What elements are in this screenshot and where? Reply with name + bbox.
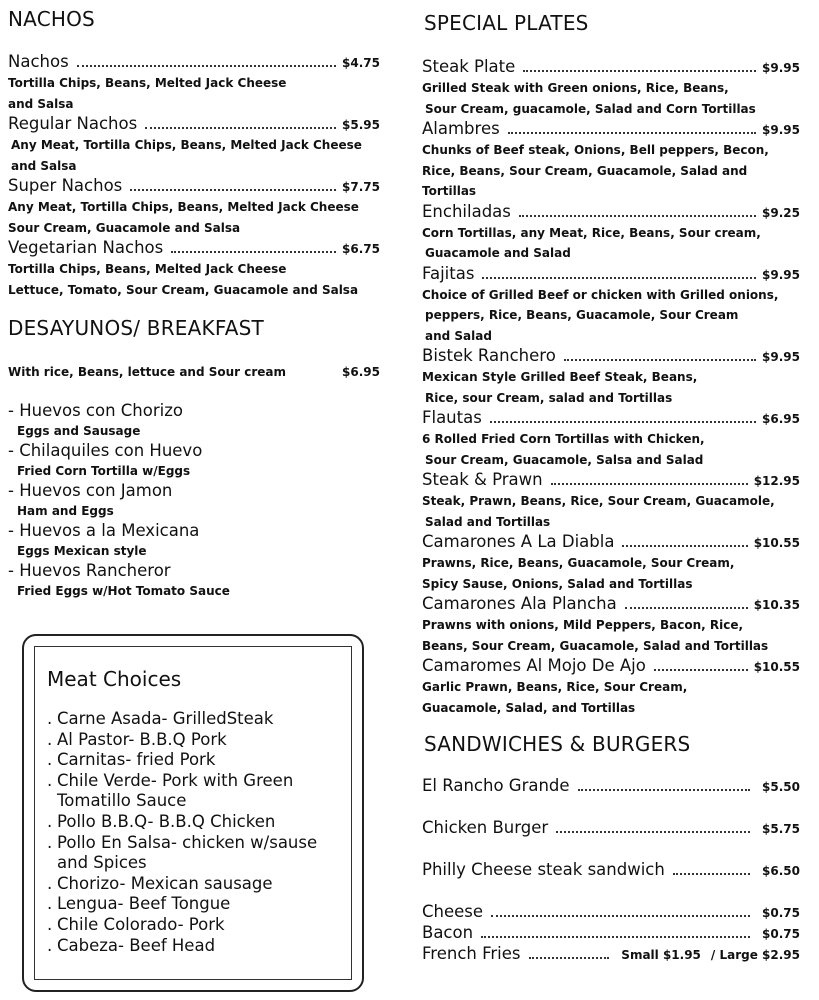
item-desc: peppers, Rice, Beans, Guacamole, Sour Cream [425,308,739,322]
item-desc: Tortillas [422,184,477,198]
item-price: $12.95 [753,474,800,488]
meat-choice: . Al Pastor- B.B.Q Pork [47,729,227,749]
fries-large-price: / Large $2.95 [710,948,800,962]
dot-leader [523,70,756,72]
item-price: $9.95 [762,123,800,137]
item-price: $9.95 [762,61,800,75]
meat-choices-list [47,709,351,956]
menu-item [422,119,800,202]
item-desc: Prawns, Rice, Beans, Guacamole, Sour Cream, [422,556,735,570]
special-plates-title: SPECIAL PLATES [424,11,589,35]
dot-leader [130,189,336,191]
breakfast-desc: Fried Corn Tortilla w/Eggs [17,464,191,478]
item-desc: and Salad [425,328,492,343]
item-desc: Rice, sour Cream, salad and Tortillas [425,390,673,405]
menu-item [422,776,800,797]
breakfast-item: - Chilaquiles con Huevo [8,441,203,460]
menu-item [422,818,800,839]
dot-leader [556,831,750,833]
meat-choice-label: Chile Verde- Pork with Green Tomatillo Sauce [57,770,294,811]
item-price: $0.75 [762,927,800,941]
menu-item [422,346,800,408]
meat-choice-label: Cabeza- Beef Head [57,935,216,955]
item-desc: and Salsa [11,158,77,173]
menu-item [422,470,800,532]
item-name: Steak Plate [422,57,516,76]
sandwiches-title: SANDWICHES & BURGERS [424,732,691,756]
item-desc: Sour Cream, guacamole, Salad and Corn Tortillas [425,101,756,116]
meat-choice-label: Al Pastor- B.B.Q Pork [57,729,227,749]
breakfast-desc: Fried Eggs w/Hot Tomato Sauce [17,584,230,598]
breakfast-note-text: With rice, Beans, lettuce and Sour cream [8,365,287,379]
menu-item [422,594,800,656]
item-price: $9.95 [762,267,800,282]
item-price: $7.75 [342,180,380,194]
menu-item [8,114,380,176]
item-price: $6.75 [342,242,380,256]
menu-item [8,238,380,300]
menu-item [422,264,800,347]
menu-item [8,176,380,238]
meat-choice: . Pollo B.B.Q- B.B.Q Chicken [47,811,276,831]
menu-item [422,408,800,470]
item-name: Chicken Burger [422,818,549,837]
breakfast-item: - Huevos a la Mexicana [8,521,200,540]
item-desc: Rice, Beans, Sour Cream, Guacamole, Salad and [422,163,748,178]
item-price: $0.75 [762,906,800,920]
item-desc: Steak, Prawn, Beans, Rice, Sour Cream, Guacamole, [422,494,775,508]
item-desc: Garlic Prawn, Beans, Rice, Sour Cream, [422,680,688,694]
dot-leader [490,421,756,423]
item-name: Regular Nachos [8,114,138,133]
item-desc: Chunks of Beef steak, Onions, Bell peppers, Becon, [422,143,769,157]
meat-choices-box [22,634,364,992]
item-desc: Guacamole and Salad [425,246,571,260]
menu-item [422,944,800,965]
meat-choice: . Carne Asada- GrilledSteak [47,709,274,728]
nachos-section [8,52,380,300]
item-price: $9.25 [762,205,800,220]
item-name: Camarones Ala Plancha [422,594,617,613]
item-desc: Sour Cream, Guacamole and Salsa [8,220,241,235]
menu-item [422,57,800,119]
item-price: $5.95 [342,118,380,132]
item-price: $5.50 [762,780,800,794]
meat-choice-label: Lengua- Beef Tongue [57,894,231,914]
dot-leader [578,789,750,791]
dot-leader [171,251,336,253]
item-desc: Lettuce, Tomato, Sour Cream, Guacamole and Salsa [8,282,359,297]
meat-choice-label: Pollo B.B.Q- B.B.Q Chicken [57,811,276,831]
item-name: Alambres [422,119,500,138]
dot-leader [491,915,750,917]
breakfast-item: - Huevos Rancheror [8,561,171,580]
item-price: $5.75 [762,822,800,836]
item-desc: Grilled Steak with Green onions, Rice, Beans, [422,81,729,95]
item-name: Bistek Ranchero [422,346,556,365]
item-desc: Guacamole, Salad, and Tortillas [422,700,636,715]
item-name: Bacon [422,923,474,942]
breakfast-desc: Eggs Mexican style [17,544,147,558]
meat-choice: . Chile Verde- Pork with Green Tomatillo Sauce [47,770,294,811]
breakfast-item: - Huevos con Jamon [8,481,173,500]
dot-leader [482,277,756,279]
item-price: $10.35 [753,598,800,612]
item-name: Enchiladas [422,201,511,221]
item-price: $10.55 [753,660,800,674]
dot-leader [481,936,750,938]
item-name: Philly Cheese steak sandwich [422,860,665,879]
breakfast-item: - Huevos con Chorizo [8,401,183,420]
item-name: Steak & Prawn [422,470,543,489]
meat-choices-title: Meat Choices [47,667,182,691]
dot-leader [625,607,748,609]
item-desc: Beans, Sour Cream, Guacamole, Salad and Tortillas [422,638,769,653]
meat-choice-label: Carnitas- fried Pork [57,750,216,770]
menu-item [422,656,800,718]
special-plates-section [422,57,800,718]
dot-leader [508,132,756,134]
dot-leader [564,359,756,361]
meat-choices-inner [34,646,352,980]
fries-small-price: Small $1.95 [621,948,701,962]
item-desc: Tortilla Chips, Beans, Melted Jack Cheese [8,262,287,276]
item-price: $10.55 [753,536,800,550]
meat-choice: . Chile Colorado- Pork [47,914,225,934]
dot-leader [654,669,748,671]
item-desc: Sour Cream, Guacamole, Salsa and Salad [425,452,704,467]
menu-item [422,202,800,264]
item-name: French Fries [422,944,521,963]
dot-leader [77,65,336,67]
menu-item [422,902,800,923]
item-desc: Spicy Sause, Onions, Salad and Tortillas [422,576,693,591]
menu-item [422,923,800,944]
sandwiches-section [422,776,800,965]
breakfast-list [8,401,380,601]
item-name: Nachos [8,52,69,71]
dot-leader [622,545,747,547]
item-name: Cheese [422,902,484,921]
item-desc: and Salsa [8,96,74,111]
meat-choice-label: Carne Asada- GrilledSteak [57,709,274,728]
breakfast-desc: Ham and Eggs [17,504,114,518]
item-name: Camaromes Al Mojo De Ajo [422,656,646,675]
menu-item [422,532,800,594]
item-name: Super Nachos [8,176,123,195]
item-price: $6.95 [762,412,800,426]
dot-leader [673,873,750,875]
item-desc: Mexican Style Grilled Beef Steak, Beans, [422,370,698,384]
item-price: $6.50 [762,864,800,878]
item-desc: Tortilla Chips, Beans, Melted Jack Cheese [8,76,287,90]
item-desc: Corn Tortillas, any Meat, Rice, Beans, Sour cream, [422,225,761,240]
dot-leader [551,483,748,485]
meat-choice-label: Pollo En Salsa- chicken w/sause and Spices [57,832,318,873]
meat-choice: . Chorizo- Mexican sausage [47,873,273,893]
breakfast-note [8,365,380,379]
item-price: $9.95 [762,350,800,364]
item-desc: Any Meat, Tortilla Chips, Beans, Melted Jack Cheese [11,138,362,152]
item-desc: Any Meat, Tortilla Chips, Beans, Melted Jack Cheese [8,200,359,214]
breakfast-desc: Eggs and Sausage [17,424,141,438]
item-name: Vegetarian Nachos [8,238,164,257]
meat-choice: . Pollo En Salsa- chicken w/sause and Spices [47,832,318,873]
menu-item [422,860,800,881]
dot-leader [529,957,610,959]
nachos-title: NACHOS [8,7,95,31]
meat-choice-label: Chile Colorado- Pork [57,914,225,934]
item-price: $4.75 [342,56,380,70]
meat-choice-label: Chorizo- Mexican sausage [57,873,273,893]
breakfast-title: DESAYUNOS/ BREAKFAST [8,316,264,340]
item-desc: Prawns with onions, Mild Peppers, Bacon, Rice, [422,618,744,632]
dot-leader [145,127,336,129]
item-desc: 6 Rolled Fried Corn Tortillas with Chicken, [422,432,705,446]
item-desc: Choice of Grilled Beef or chicken with Grilled onions, [422,287,779,302]
item-name: Flautas [422,408,482,427]
menu-item [8,52,380,114]
item-name: Fajitas [422,263,475,283]
breakfast-price: $6.95 [342,365,380,379]
item-name: Camarones A La Diabla [422,532,615,551]
meat-choice: . Carnitas- fried Pork [47,750,216,770]
item-name: El Rancho Grande [422,776,570,795]
dot-leader [519,215,756,217]
meat-choice: . Lengua- Beef Tongue [47,894,231,914]
item-desc: Salad and Tortillas [425,514,551,529]
meat-choice: . Cabeza- Beef Head [47,935,216,955]
